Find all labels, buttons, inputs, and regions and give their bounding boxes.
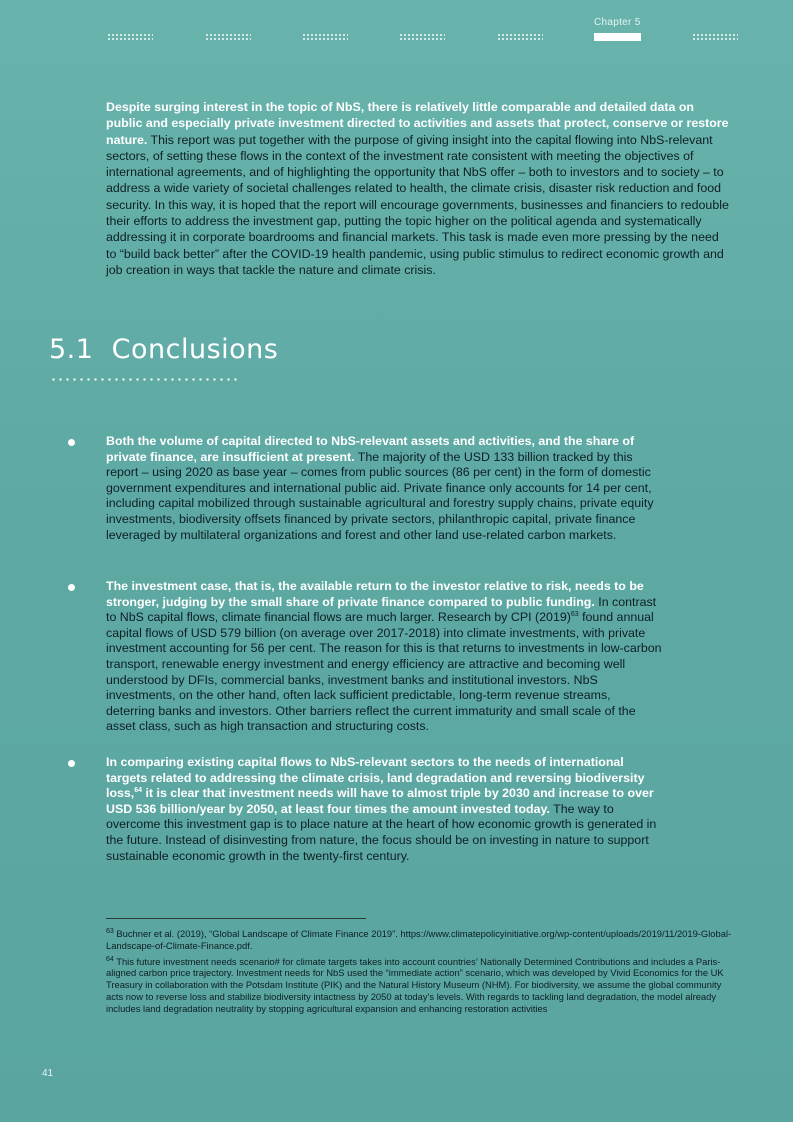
conclusion-body: In contrast to NbS capital flows, climate financial flows are much larger. Research by CPI (2019) — [106, 594, 657, 625]
chapter-nav-segment[interactable] — [497, 33, 543, 41]
conclusion-item — [106, 434, 662, 543]
chapter-nav-segment[interactable] — [399, 33, 445, 41]
bullet-icon — [68, 760, 75, 767]
conclusion-highlight-continued: it is clear that investment needs will have to almost triple by 2030 and increase to over USD 536 billion/year by 2050, at least four times the amount invested today. — [106, 786, 654, 816]
section-heading — [49, 334, 278, 365]
conclusion-body: The majority of the USD 133 billion tracked by this report – using 2020 as base year – comes from public sources (86 per cent) in the form of domestic government expenditures and international public aid. Private finance only accounts for 14 per cent, including capital mobilized through sustainable agricultural and forestry supply chains, private equity investments, biodiversity offsets financed by private sectors, philanthropic capital, private finance leveraged by multilateral organizations and forest and other land use-related carbon markets. — [106, 449, 654, 542]
bullet-icon — [68, 584, 75, 591]
conclusion-body: The way to overcome this investment gap is to place nature at the heart of how economic growth is generated in the future. Instead of disinvesting from nature, the focus should be on investing in nature to support sustainable economic growth in the twenty-first century. — [106, 801, 657, 863]
footnote-number: 63 — [106, 927, 114, 935]
conclusion-highlight: The investment case, that is, the available return to the investor relative to risk, needs to be stronger, judging by the small share of private finance compared to public funding. — [106, 579, 644, 609]
conclusion-item — [106, 755, 662, 864]
footnote-number: 64 — [106, 955, 114, 963]
footnotes — [106, 928, 732, 1019]
page-number: 41 — [42, 1068, 54, 1079]
footnote-text: This future investment needs scenario# for climate targets takes into account countries’ Nationally Determined Contributions and includes a Paris-aligned carbon price trajectory. Investment needs for NbS used the “immediate action” scenario, which was developed by Vivid Economics for the UK Treasury in collaboration with the Potsdam Institute (PIK) and the Natural History Museum (NHM). For biodiversity, we assume the global community acts now to reverse loss and stabilize biodiversity intactness by 2050 at today’s levels. With regards to tackling land degradation, the model already includes land degradation neutrality by stopping agricultural expansion and enhancing restoration activities — [106, 955, 724, 1014]
chapter-nav-segment[interactable] — [692, 33, 738, 41]
conclusion-body-continued: found annual capital flows of USD 579 billion (on average over 2017-2018) into climate investments, with private investment accounting for 56 per cent. The reason for this is that returns to investments in low-carbon transport, renewable energy investment and energy efficiency are attractive and becoming well understood by DFIs, commercial banks, investment banks and institutional investors. NbS investments, on the other hand, often lack sufficient predictable, long-term revenue streams, deterring banks and investors. Other barriers reflect the current immaturity and small scale of the asset class, such as high transaction and structuring costs. — [106, 610, 662, 734]
chapter-navigation — [0, 33, 793, 43]
chapter-nav-segment[interactable] — [205, 33, 251, 41]
bullet-icon — [68, 439, 75, 446]
conclusion-item — [106, 579, 662, 735]
section-title-underline — [50, 378, 240, 381]
chapter-nav-segment[interactable] — [107, 33, 153, 41]
intro-highlight: Despite surging interest in the topic of NbS, there is relatively little comparable and detailed data on public and especially private investment directed to activities and assets that protect, conserve or restore nature. — [106, 100, 729, 147]
chapter-nav-segment[interactable] — [302, 33, 348, 41]
footnote — [106, 928, 732, 952]
footnote-reference[interactable]: 63 — [570, 611, 579, 619]
conclusion-highlight: Both the volume of capital directed to NbS-relevant assets and activities, and the share of private finance, are insufficient at present. — [106, 434, 635, 464]
footnote-text: Buchner et al. (2019), “Global Landscape of Climate Finance 2019”. https://www.climatepolicyinitiative.org/wp-content/uploads/2019/11/2019-Global-Landscape-of-Climate-Finance.pdf. — [106, 928, 732, 951]
footnote-divider — [106, 918, 366, 919]
footnote-reference[interactable]: 64 — [134, 787, 143, 795]
section-title: Conclusions — [111, 334, 279, 365]
footnote — [106, 956, 732, 1015]
chapter-nav-segment-active[interactable] — [594, 33, 641, 41]
intro-body: This report was put together with the purpose of giving insight into the capital flowing into NbS-relevant sectors, of setting these flows in the context of the investment rate consistent with meeting the objectives of international agreements, and of highlighting the opportunity that NbS offer – both to investors and to society – to address a wide variety of societal challenges related to health, the climate crisis, disaster risk reduction and food security. In this way, it is hoped that the report will encourage governments, businesses and financiers to redouble their efforts to address the investment gap, putting the topic higher on the political agenda and systematically addressing it in corporate boardrooms and financial markets. This task is made even more pressing by the need to “build back better” after the COVID-19 health pandemic, using public stimulus to redirect economic growth and job creation in ways that tackle the nature and climate crisis. — [106, 132, 729, 277]
conclusion-highlight: In comparing existing capital flows to NbS-relevant sectors to the needs of international targets related to addressing the climate crisis, land degradation and reversing biodiversity loss, — [106, 755, 645, 801]
chapter-label: Chapter 5 — [594, 17, 641, 28]
section-number: 5.1 — [49, 334, 94, 365]
intro-paragraph — [106, 99, 732, 278]
